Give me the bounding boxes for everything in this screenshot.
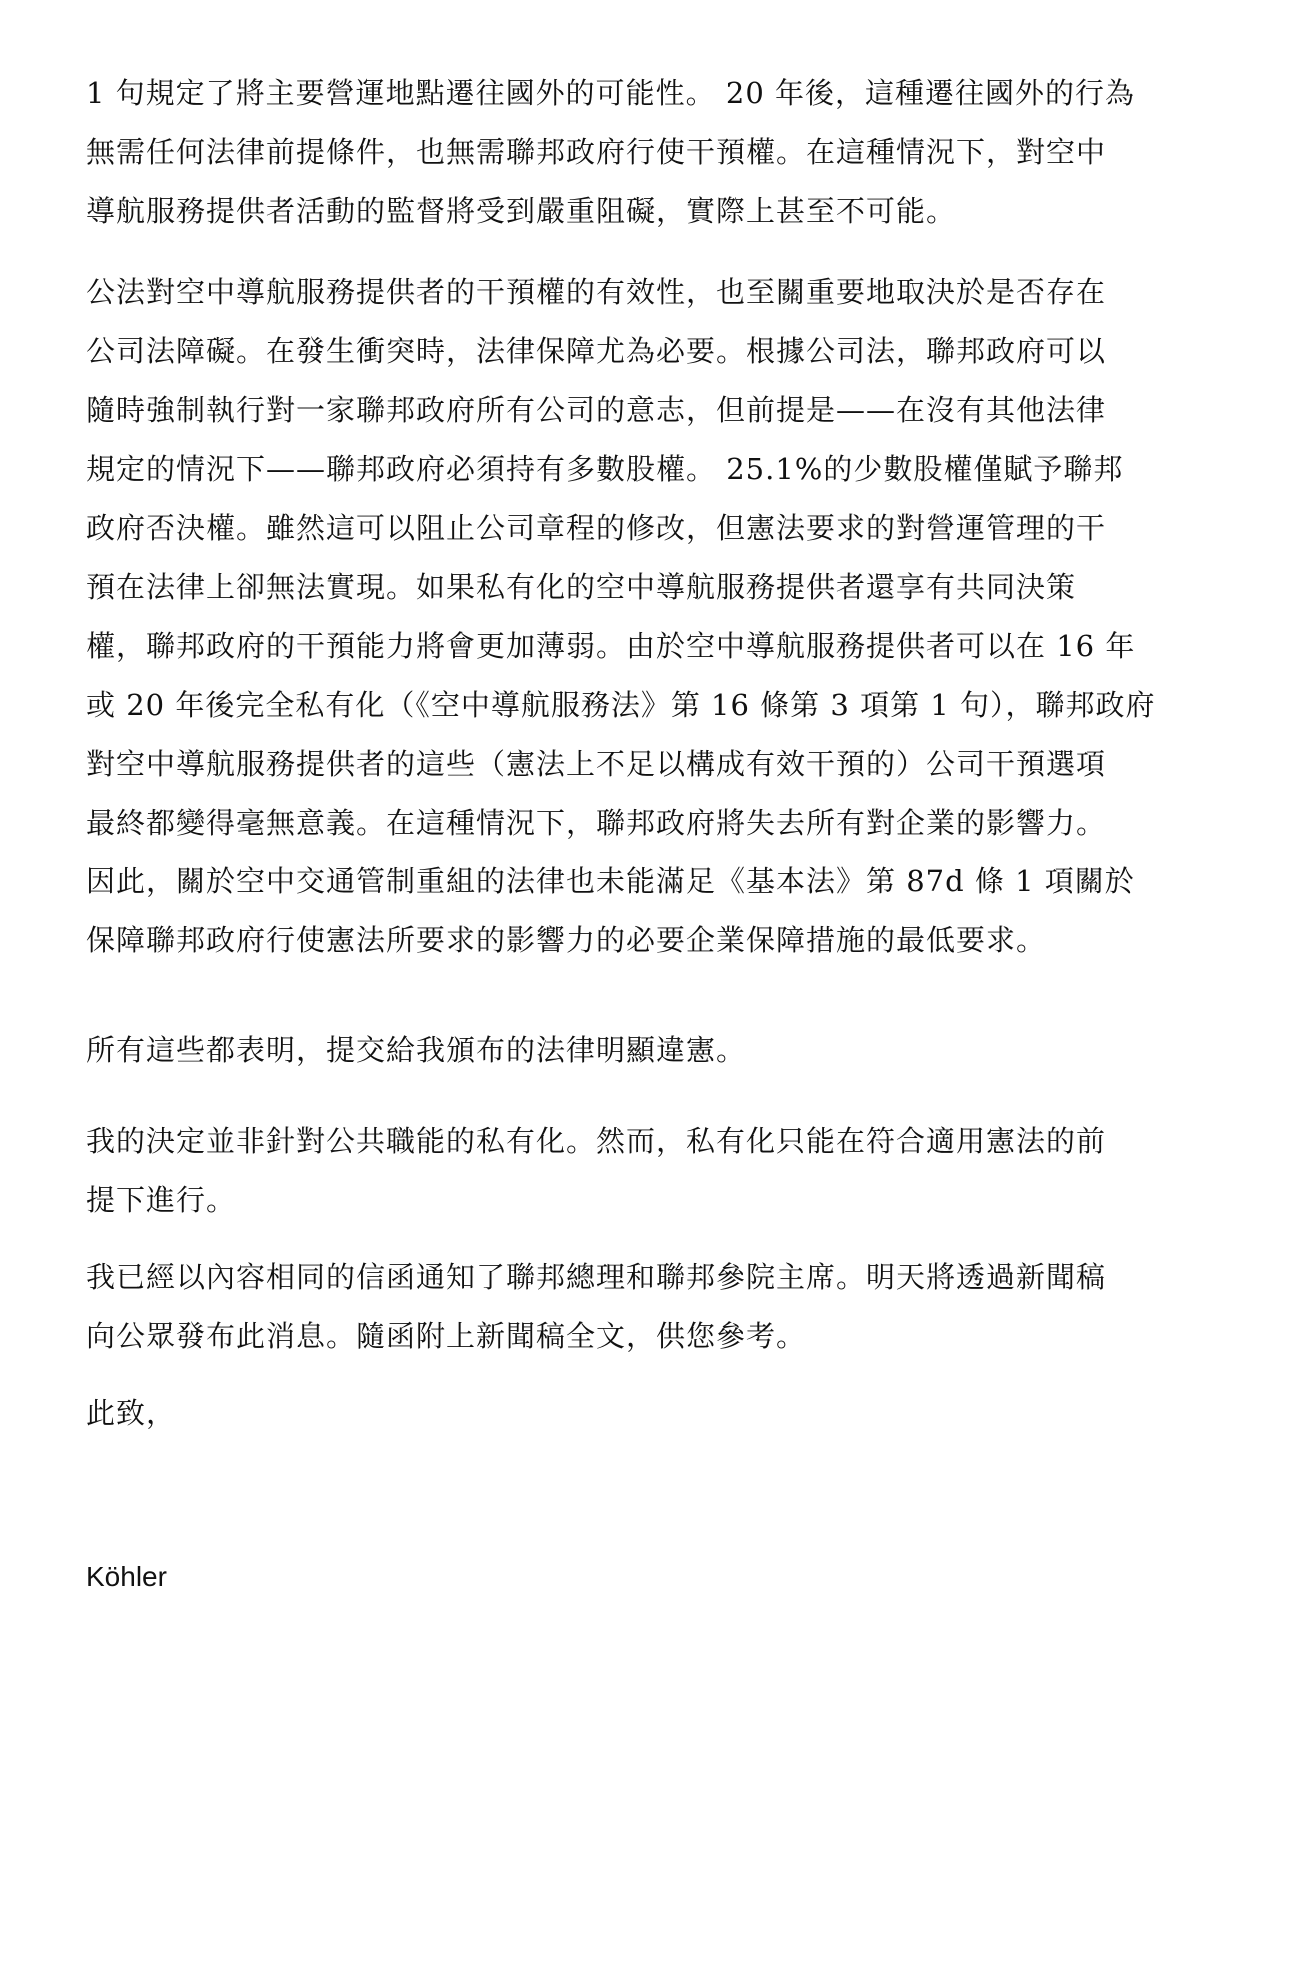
paragraph-unconstitutional: 所有這些都表明，提交給我頒布的法律明顯違憲。 xyxy=(86,1033,747,1067)
closing-salutation: 此致， xyxy=(86,1396,177,1430)
paragraph-decision: 我的決定並非針對公共職能的私有化。然而，私有化只能在符合適用憲法的前 提下進行。 xyxy=(86,1124,1107,1217)
paragraph-notification: 我已經以內容相同的信函通知了聯邦總理和聯邦參院主席。明天將透過新聞稿 向公眾發布此消息。隨函附上新聞稿全文，供您參考。 xyxy=(86,1260,1107,1353)
paragraph-corporate-law: 公法對空中導航服務提供者的干預權的有效性，也至關重要地取決於是否存在 公司法障礙。在發生衝突時，法律保障尤為必要。根據公司法，聯邦政府可以 隨時強制執行對一家聯邦政府所有公司的意志，但前提是——在沒有其他法律 規定的情況下——聯邦政府必須持有多數股權。 25.1%的少數股權僅賦予聯邦 政府否決權。雖然這可以阻止公司章程的修改，但憲法要求的對營運管理的干 預在法律上卻無法實現。如果私有化的空中導航服務提供者還享有共同決策 權，聯邦政府的干預能力將會更加薄弱。由於空中導航服務提供者可以在 16 年 或 20 年後完全私有化（《空中導航服務法》第 16 條第 3 項第 1 句），聯邦政府 對空中導航服務提供者的這些（憲法上不足以構成有效干預的）公司干預選項 最終都變得毫無意義。在這種情況下，聯邦政府將失去所有對企業的影響力。 xyxy=(86,275,1156,840)
signature-name: Köhler xyxy=(86,1561,167,1592)
paragraph-conclusion: 因此，關於空中交通管制重組的法律也未能滿足《基本法》第 87d 條 1 項關於 保障聯邦政府行使憲法所要求的影響力的必要企業保障措施的最低要求。 xyxy=(86,864,1135,957)
paragraph-relocation: 1 句規定了將主要營運地點遷往國外的可能性。 20 年後，這種遷往國外的行為 無需任何法律前提條件，也無需聯邦政府行使干預權。在這種情況下，對空中 導航服務提供者活動的監督將受到嚴重阻礙，實際上甚至不可能。 xyxy=(86,76,1136,228)
